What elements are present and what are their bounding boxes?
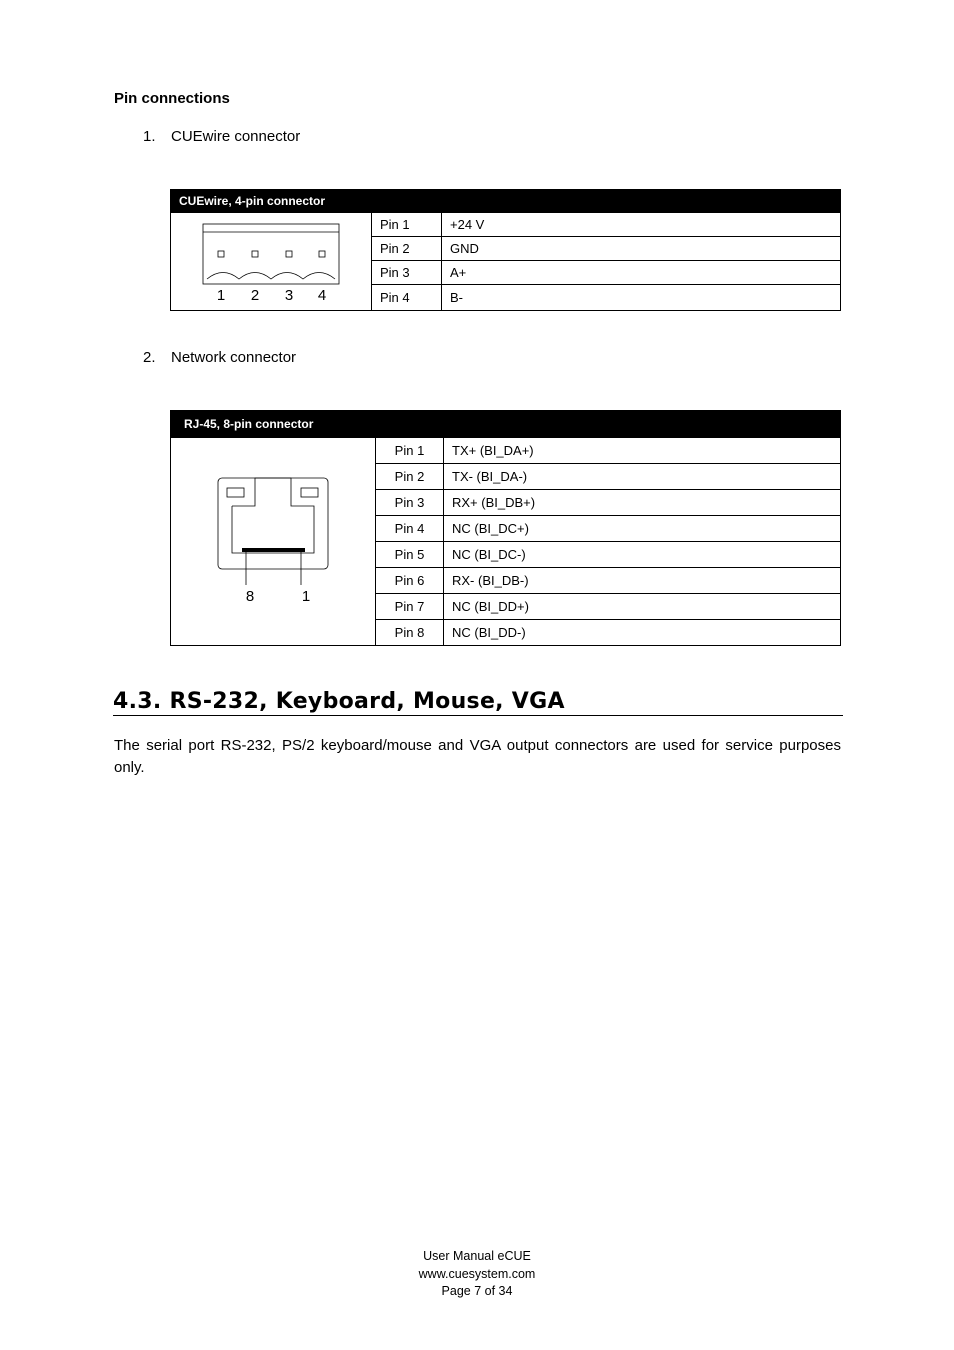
pin-label: Pin 4: [376, 516, 444, 542]
pin-label: Pin 1: [372, 213, 442, 237]
pin-label: Pin 3: [372, 261, 442, 285]
diagram-label: 1: [216, 286, 226, 304]
pin-label: Pin 4: [372, 285, 442, 311]
pin-value: NC (BI_DD-): [444, 620, 841, 646]
pin-label: Pin 2: [376, 464, 444, 490]
cuewire-pin-table: [170, 189, 841, 311]
pin-label: Pin 6: [376, 568, 444, 594]
pin-value: NC (BI_DC-): [444, 542, 841, 568]
diagram-label: 1: [301, 587, 311, 605]
list-number: 1.: [143, 128, 156, 145]
footer-page-number: Page 7 of 34: [441, 1284, 513, 1298]
cuewire-connector-icon: [171, 214, 371, 310]
rj45-pin-table: [170, 410, 841, 646]
list-text: Network connector: [171, 349, 297, 366]
list-number: 2.: [143, 349, 156, 366]
pin-label: Pin 8: [376, 620, 444, 646]
pin-value: TX- (BI_DA-): [444, 464, 841, 490]
pin-value: +24 V: [442, 213, 841, 237]
pin-value: A+: [442, 261, 841, 285]
pin-label: Pin 5: [376, 542, 444, 568]
page-footer: [0, 1248, 954, 1301]
pin-label: Pin 7: [376, 594, 444, 620]
rj45-connector-diagram: [171, 438, 376, 646]
footer-title: User Manual eCUE: [423, 1249, 531, 1263]
diagram-label: 4: [317, 286, 327, 304]
footer-url: www.cuesystem.com: [418, 1266, 536, 1281]
pin-value: NC (BI_DD+): [444, 594, 841, 620]
pin-value: RX- (BI_DB-): [444, 568, 841, 594]
diagram-label: 8: [245, 587, 255, 605]
pin-label: Pin 3: [376, 490, 444, 516]
pin-value: NC (BI_DC+): [444, 516, 841, 542]
cuewire-connector-diagram: [171, 213, 372, 311]
section-heading: Pin connections: [114, 90, 230, 107]
rj45-connector-icon: [171, 439, 375, 645]
list-text: CUEwire connector: [171, 128, 301, 145]
diagram-label: 2: [250, 286, 260, 304]
pin-value: GND: [442, 237, 841, 261]
pin-value: B-: [442, 285, 841, 311]
table-title: RJ-45, 8-pin connector: [171, 411, 841, 438]
diagram-label: 3: [284, 286, 294, 304]
pin-value: RX+ (BI_DB+): [444, 490, 841, 516]
pin-value: TX+ (BI_DA+): [444, 438, 841, 464]
table-title: CUEwire, 4-pin connector: [171, 190, 841, 213]
pin-label: Pin 2: [372, 237, 442, 261]
section-heading-4-3: 4.3. RS-232, Keyboard, Mouse, VGA: [113, 689, 843, 716]
pin-label: Pin 1: [376, 438, 444, 464]
body-paragraph: The serial port RS-232, PS/2 keyboard/mouse and VGA output connectors are used for service purposes only.: [114, 737, 841, 776]
